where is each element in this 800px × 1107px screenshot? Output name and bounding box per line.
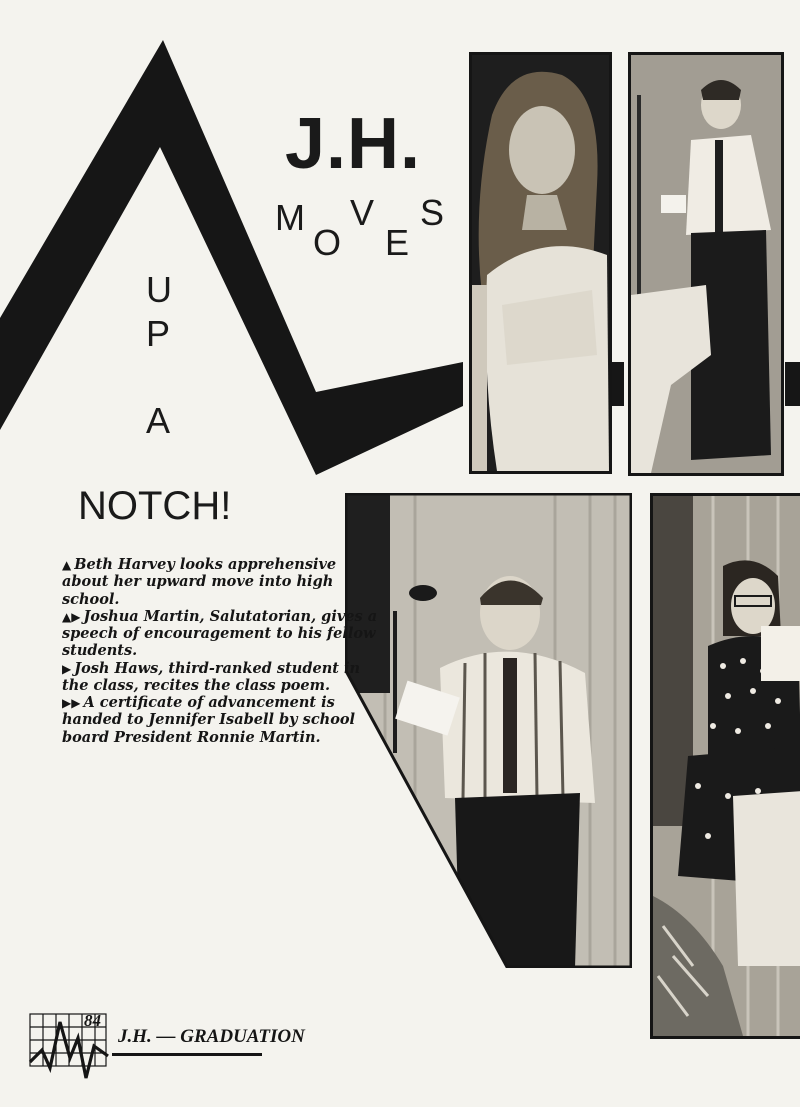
headline-moves-letter: O [313, 222, 342, 263]
caption-marker: ▲▶ [62, 609, 81, 624]
photo-joshua-martin [628, 52, 784, 476]
caption-text: A certificate of advancement is handed to Jennifer Isabell by school board President Ronnie Martin. [62, 694, 356, 746]
caption-marker: ▲ [62, 558, 72, 572]
headline-a-letter: A [146, 400, 171, 441]
caption-text: Joshua Martin, Salutatorian, gives a speech of encouragement to his fellow students. [62, 607, 378, 660]
section-title: J.H. — GRADUATION [118, 1026, 305, 1047]
caption-joshua-martin [62, 608, 382, 660]
caption-text: Beth Harvey looks apprehensive about her upward move into high school. [62, 556, 337, 608]
caption-text: Josh Haws, third-ranked student in the class, recites the class poem. [62, 659, 361, 694]
headline-moves-letter: S [420, 192, 445, 233]
footer-rule [112, 1053, 262, 1056]
headline-up-letter: P [146, 313, 171, 354]
headline-jh: J.H. [285, 104, 422, 184]
headline-up-letter: U [146, 269, 172, 310]
caption-jennifer-isabell [62, 694, 382, 746]
photo-josh-haws [345, 493, 632, 968]
caption-josh-haws [62, 660, 382, 695]
headline-moves-letter: M [275, 197, 305, 238]
page-number: 84 [84, 1011, 101, 1030]
headline-moves-letter: V [350, 192, 375, 233]
photo-captions [62, 556, 382, 746]
headline-moves-letter: E [385, 222, 410, 263]
caption-marker: ▶ [62, 661, 72, 676]
photo-beth-harvey [469, 52, 612, 474]
headline-notch: NOTCH! [78, 484, 232, 528]
caption-beth-harvey [62, 556, 382, 608]
caption-marker: ▶▶ [62, 696, 81, 710]
photo-jennifer-isabell [650, 493, 800, 1039]
